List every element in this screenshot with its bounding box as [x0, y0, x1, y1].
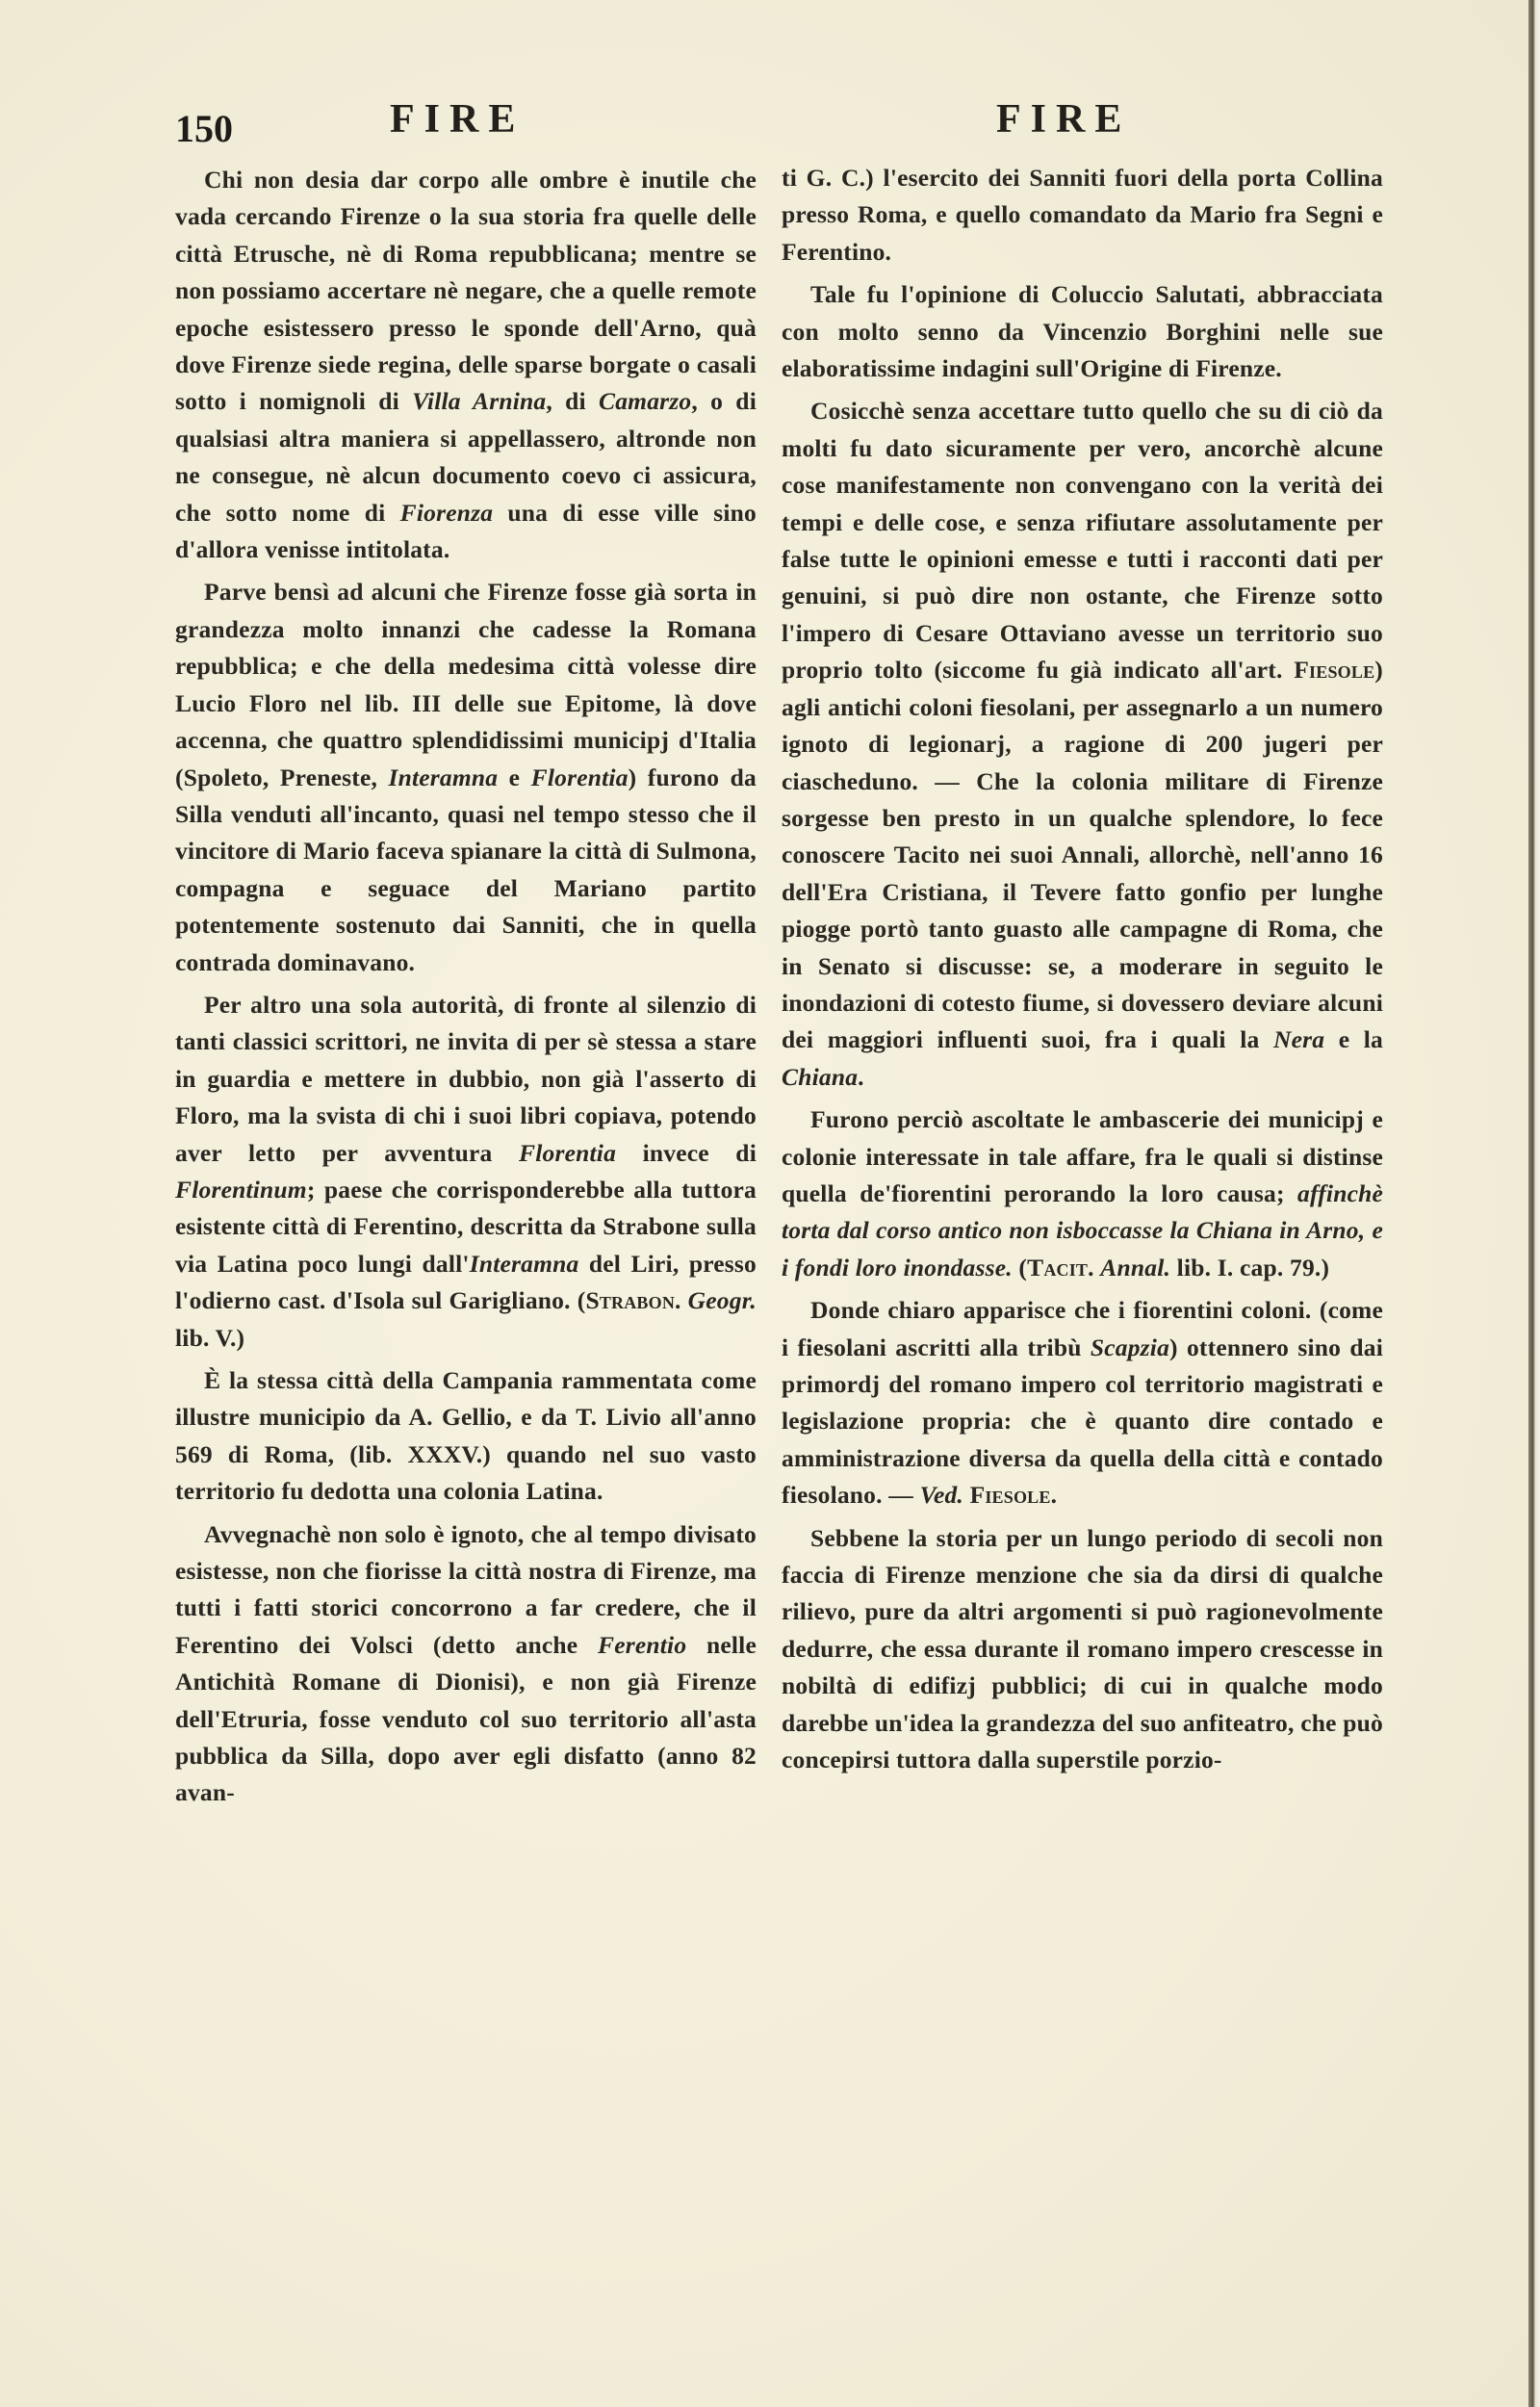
- text-run: Sebbene la storia per un lungo periodo di secoli non faccia di Firenze menzione che sia da dirsi di qualche rilievo, pure da altri argomenti si può ragionevolmente dedurre, che essa durante il romano impero crescesse in nobiltà di edifizj pubblici; di cui in qualche modo darebbe un'idea la grandezza del suo anfiteatro, che può concepirsi tuttora dalla superstile porzio-: [782, 1523, 1383, 1774]
- paragraph: [175, 162, 757, 568]
- text-run: lib. V.): [175, 1323, 245, 1352]
- page-number: 150: [175, 107, 233, 150]
- italic-text: Villa Arnina: [412, 387, 547, 416]
- page-edge: [1528, 0, 1540, 2407]
- small-caps-text: Fiesole: [1294, 656, 1375, 685]
- italic-text: Camarzo: [599, 387, 692, 416]
- italic-text: Geogr.: [687, 1286, 757, 1315]
- text-run: una di esse ville sino d'allora venisse intitolata.: [175, 498, 757, 564]
- text-run: Chi non desia dar corpo alle ombre è inutile che vada cercando Firenze o la sua storia fra quelle delle città Etrusche, nè di Roma repubblicana; mentre se non possiamo accertare nè negare, che a quelle remote epoche esistessero presso le sponde dell'Arno, quà dove Firenze siede regina, delle sparse borgate o casali sotto i nomignoli di: [175, 166, 757, 416]
- text-run: ; paese che corrisponderebbe alla tuttora esistente città di Ferentino, descritta da Strabone sulla via Latina poco lungi dall': [175, 1175, 757, 1278]
- text-run: ti G. C.) l'esercito dei Sanniti fuori della porta Collina presso Roma, e quello comandato da Mario fra Segni e Ferentino.: [782, 164, 1383, 266]
- text-run: Furono perciò ascoltate le ambascerie dei municipj e colonie interessate in tale affare, fra le quali si distinse quella de'fiorentini perorando la loro causa;: [782, 1105, 1383, 1207]
- text-run: Avvegnachè non solo è ignoto, che al tempo divisato esistesse, non che fiorisse la città nostra di Firenze, ma tutti i fatti storici concorrono a far credere, che il Ferentino dei Volsci (detto anche: [175, 1519, 757, 1659]
- text-run: e: [498, 763, 531, 791]
- paragraph: [782, 1292, 1383, 1514]
- small-caps-text: Strabon.: [585, 1286, 681, 1315]
- small-caps-text: Fiesole.: [969, 1481, 1058, 1510]
- right-column: [782, 160, 1383, 1780]
- text-run: (: [1012, 1253, 1028, 1281]
- text-run: lib. I. cap. 79.): [1170, 1253, 1330, 1281]
- italic-text: Ferentio: [598, 1630, 687, 1659]
- paragraph: [782, 1520, 1383, 1779]
- text-run: ) ottennero sino dai primordj del romano impero col territorio magistrati e legislazione propria: che è quanto dire contado e amministrazione diversa da quella della città e contado fiesolano. —: [782, 1333, 1384, 1510]
- text-run: [681, 1286, 688, 1314]
- text-run: Cosicchè senza accettare tutto quello che su di ciò da molti fu dato sicuramente per vero, ancorchè alcune cose manifestamente non convengano con la verità dei tempi e delle cose, e senza rifiutare assolutamente per false tutte le opinioni emesse e tutti i racconti dati per genuini, si può dire non ostante, che Firenze sotto l'impero di Cesare Ottaviano avesse un territorio suo proprio tolto (siccome fu già indicato all'art.: [782, 397, 1383, 685]
- paragraph: [175, 987, 757, 1357]
- italic-text: Scapzia: [1090, 1333, 1170, 1361]
- small-caps-text: Tacit.: [1027, 1253, 1094, 1281]
- text-run: , di: [546, 387, 600, 416]
- paragraph: [782, 160, 1383, 271]
- italic-text: Fiorenza: [399, 498, 494, 527]
- text-run: .: [858, 1062, 864, 1091]
- running-head-right: FIRE: [996, 97, 1132, 142]
- text-run: , o di qualsiasi altra maniera si appellassero, altronde non ne consegue, nè alcun documento coevo ci assicura, che sotto nome di: [175, 387, 757, 527]
- italic-text: Interamna: [388, 763, 499, 791]
- running-head-left: FIRE: [390, 97, 526, 142]
- text-run: nelle Antichità Romane di Dionisi), e non già Firenze dell'Etruria, fosse venduto col suo territorio all'asta pubblica da Silla, dopo aver egli disfatto (anno 82 avan-: [175, 1630, 757, 1807]
- text-run: Parve bensì ad alcuni che Firenze fosse già sorta in grandezza molto innanzi che cadesse la Romana repubblica; e che della medesima città volesse dire Lucio Floro nel lib. III delle sue Epitome, là dove accenna, che quattro splendidissimi municipj d'Italia (Spoleto, Preneste,: [175, 578, 757, 791]
- paragraph: [175, 574, 757, 980]
- paragraph: [782, 276, 1383, 387]
- paragraph: [782, 393, 1383, 1096]
- italic-text: affinchè torta dal corso antico non isboccasse la Chiana in Arno, e i fondi loro inondasse.: [782, 1178, 1383, 1281]
- text-run: ) agli antichi coloni fiesolani, per assegnarlo a un numero ignoto di legionarj, a ragione di 200 jugeri per ciascheduno. — Che la colonia militare di Firenze sorgesse ben presto in un qualche splendore, lo fece conoscere Tacito nei suoi Annali, allorchè, nell'anno 16 dell'Era Cristiana, il Tevere fatto gonfio per lunghe piogge portò tanto guasto alle campagne di Roma, che in Senato si discusse: se, a moderare in seguito le inondazioni di cotesto fiume, si dovessero deviare alcuni dei maggiori influenti suoi, fra i quali la: [782, 656, 1383, 1054]
- text-run: e la: [1324, 1025, 1384, 1054]
- italic-text: Chiana: [782, 1062, 859, 1091]
- text-run: È la stessa città della Campania rammentata come illustre municipio da A. Gellio, e da T. Livio all'anno 569 di Roma, (lib. XXXV.) quando nel suo vasto territorio fu dedotta una colonia Latina.: [175, 1366, 757, 1506]
- paragraph: [175, 1516, 757, 1812]
- left-column: [175, 162, 757, 1814]
- paragraph: [175, 1362, 757, 1511]
- italic-text: Florentia: [519, 1138, 617, 1167]
- text-run: Tale fu l'opinione di Coluccio Salutati, abbracciata con molto senno da Vincenzio Borghini nelle sue elaboratissime indagini sull'Origine di Firenze.: [782, 280, 1383, 383]
- italic-text: Nera: [1272, 1025, 1325, 1054]
- italic-text: Interamna: [469, 1249, 579, 1278]
- paragraph: [782, 1101, 1383, 1286]
- text-run: Donde chiaro apparisce che i fiorentini coloni. (come i fiesolani ascritti alla tribù: [782, 1296, 1383, 1361]
- text-run: [963, 1481, 970, 1509]
- text-run: Per altro una sola autorità, di fronte al silenzio di tanti classici scrittori, ne invita di per sè stessa a stare in guardia e mettere in dubbio, non già l'asserto di Floro, ma la svista di chi i suoi libri copiava, potendo aver letto per avventura: [175, 990, 757, 1167]
- text-run: del Liri, presso l'odierno cast. d'Isola sul Garigliano. (: [175, 1249, 757, 1315]
- italic-text: Annal.: [1100, 1253, 1171, 1281]
- italic-text: Florentia: [530, 763, 629, 791]
- text-run: invece di: [616, 1138, 757, 1167]
- text-run: ) furono da Silla venduti all'incanto, quasi nel tempo stesso che il vincitore di Mario faceva spianare la città di Sulmona, compagna e seguace del Mariano partito potentemente sostenuto dai Sanniti, che in quella contrada dominavano.: [175, 763, 757, 976]
- italic-text: Florentinum: [175, 1175, 307, 1204]
- italic-text: Ved.: [919, 1481, 963, 1510]
